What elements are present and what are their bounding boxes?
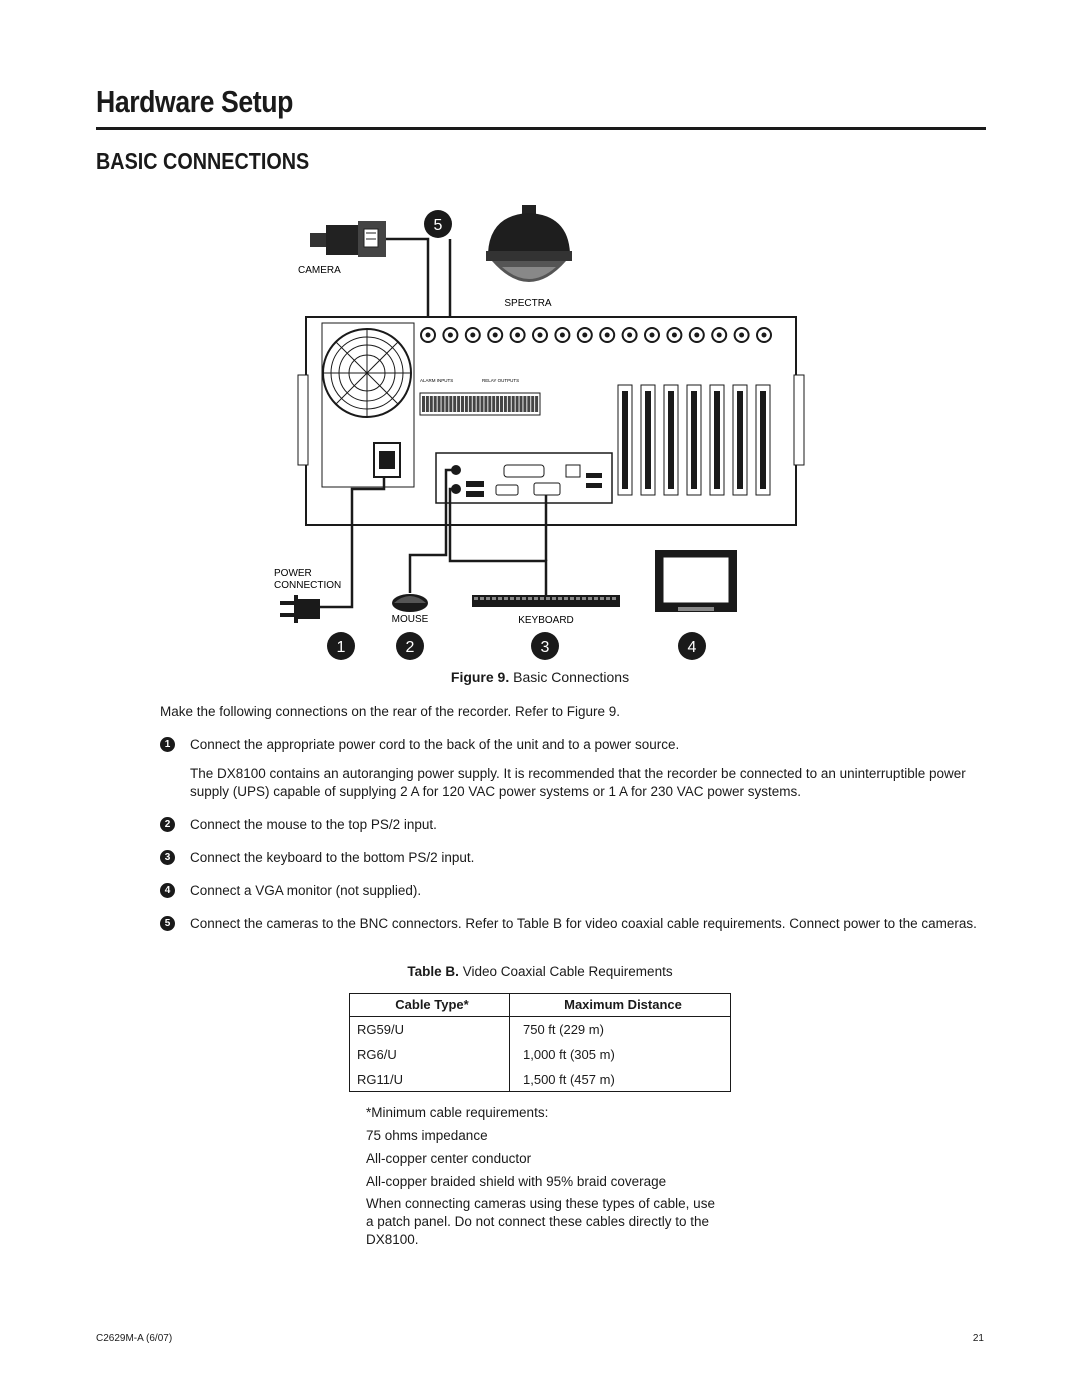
figure-caption bbox=[0, 669, 1080, 685]
camera-label: CAMERA bbox=[298, 265, 341, 276]
notes-item: All-copper center conductor bbox=[366, 1151, 532, 1166]
table-header-row bbox=[349, 993, 731, 1017]
svg-text:ALARM INPUTS: ALARM INPUTS bbox=[420, 378, 454, 383]
svg-text:4: 4 bbox=[687, 639, 697, 656]
callout-5 bbox=[424, 210, 452, 238]
mouse-icon bbox=[392, 594, 428, 612]
notes-heading: *Minimum cable requirements: bbox=[366, 1105, 549, 1120]
svg-text:1: 1 bbox=[336, 639, 346, 656]
step-3-text: Connect the keyboard to the bottom PS/2 input. bbox=[190, 850, 475, 865]
dvr-rear-panel bbox=[298, 317, 804, 525]
svg-text:2: 2 bbox=[405, 639, 415, 656]
monitor-icon bbox=[655, 550, 737, 612]
callout-3 bbox=[531, 632, 559, 660]
power-plug-icon bbox=[280, 595, 320, 623]
section-heading: BASIC CONNECTIONS bbox=[96, 148, 310, 174]
table-cell: 1,500 ft (457 m) bbox=[523, 1072, 615, 1087]
cable-requirements-table bbox=[349, 993, 731, 1092]
table-caption bbox=[349, 964, 731, 979]
step-1-note: The DX8100 contains an autoranging power supply. It is recommended that the recorder be connected to an uninterruptible power supply (UPS) capable of supplying 2 A for 120 VAC power systems or 1 A for 230 VAC power systems. bbox=[190, 766, 966, 799]
step-1 bbox=[160, 736, 990, 754]
step-5 bbox=[160, 915, 990, 933]
notes-warning: When connecting cameras using these types of cable, use a patch panel. Do not connect these cables directly to the DX8100. bbox=[366, 1196, 715, 1247]
svg-text:RELAY OUTPUTS: RELAY OUTPUTS bbox=[482, 378, 520, 383]
table-row bbox=[349, 1067, 731, 1092]
spectra-label: SPECTRA bbox=[504, 298, 552, 309]
table-cell: 1,000 ft (305 m) bbox=[523, 1047, 615, 1062]
step-4-number: 4 bbox=[160, 883, 175, 898]
power-label: POWER bbox=[274, 568, 312, 579]
step-4-text: Connect a VGA monitor (not supplied). bbox=[190, 883, 422, 898]
callout-2 bbox=[396, 632, 424, 660]
connection-label: CONNECTION bbox=[274, 580, 342, 591]
figure-caption-text: Basic Connections bbox=[513, 669, 630, 685]
keyboard-icon bbox=[472, 595, 620, 607]
table-row bbox=[349, 1042, 731, 1067]
page-title: Hardware Setup bbox=[96, 84, 293, 119]
footer-doc-id: C2629M-A (6/07) bbox=[96, 1333, 173, 1344]
table-cell: 750 ft (229 m) bbox=[523, 1022, 604, 1037]
table-cell: RG59/U bbox=[357, 1022, 404, 1037]
notes-item: 75 ohms impedance bbox=[366, 1128, 488, 1143]
step-2-number: 2 bbox=[160, 817, 175, 832]
figure-caption-label: Figure 9. bbox=[450, 669, 510, 685]
step-1-number: 1 bbox=[160, 737, 175, 752]
svg-text:3: 3 bbox=[540, 639, 550, 656]
connections-diagram bbox=[260, 195, 820, 665]
cable-notes bbox=[366, 1101, 726, 1249]
footer-page-number: 21 bbox=[972, 1333, 984, 1344]
svg-text:5: 5 bbox=[433, 217, 443, 234]
step-5-number: 5 bbox=[160, 916, 175, 931]
table-row bbox=[349, 1017, 731, 1043]
callout-1 bbox=[327, 632, 355, 660]
step-2 bbox=[160, 816, 990, 834]
step-3-number: 3 bbox=[160, 850, 175, 865]
step-2-text: Connect the mouse to the top PS/2 input. bbox=[190, 817, 437, 832]
table-header-cable-type: Cable Type* bbox=[349, 993, 515, 1017]
spectra-dome-icon bbox=[486, 205, 572, 282]
step-4 bbox=[160, 882, 990, 900]
mouse-label: MOUSE bbox=[391, 614, 429, 625]
keyboard-label: KEYBOARD bbox=[518, 615, 574, 626]
table-cell: RG11/U bbox=[357, 1072, 403, 1087]
fan-icon bbox=[323, 329, 411, 417]
camera-icon bbox=[310, 221, 386, 257]
intro-text: Make the following connections on the rear of the recorder. Refer to Figure 9. bbox=[160, 704, 621, 719]
title-rule bbox=[96, 127, 986, 130]
step-3 bbox=[160, 849, 990, 867]
table-cell: RG6/U bbox=[357, 1047, 397, 1062]
table-header-max-distance: Maximum Distance bbox=[515, 993, 731, 1017]
notes-item: All-copper braided shield with 95% braid coverage bbox=[366, 1174, 667, 1189]
step-5-text: Connect the cameras to the BNC connectors. Refer to Table B for video coaxial cable requirements. Connect power to the cameras. bbox=[190, 916, 977, 931]
step-1-text: Connect the appropriate power cord to the back of the unit and to a power source. bbox=[190, 737, 680, 752]
table-caption-label: Table B. bbox=[407, 964, 459, 979]
callout-4 bbox=[678, 632, 706, 660]
table-caption-text: Video Coaxial Cable Requirements bbox=[462, 964, 673, 979]
